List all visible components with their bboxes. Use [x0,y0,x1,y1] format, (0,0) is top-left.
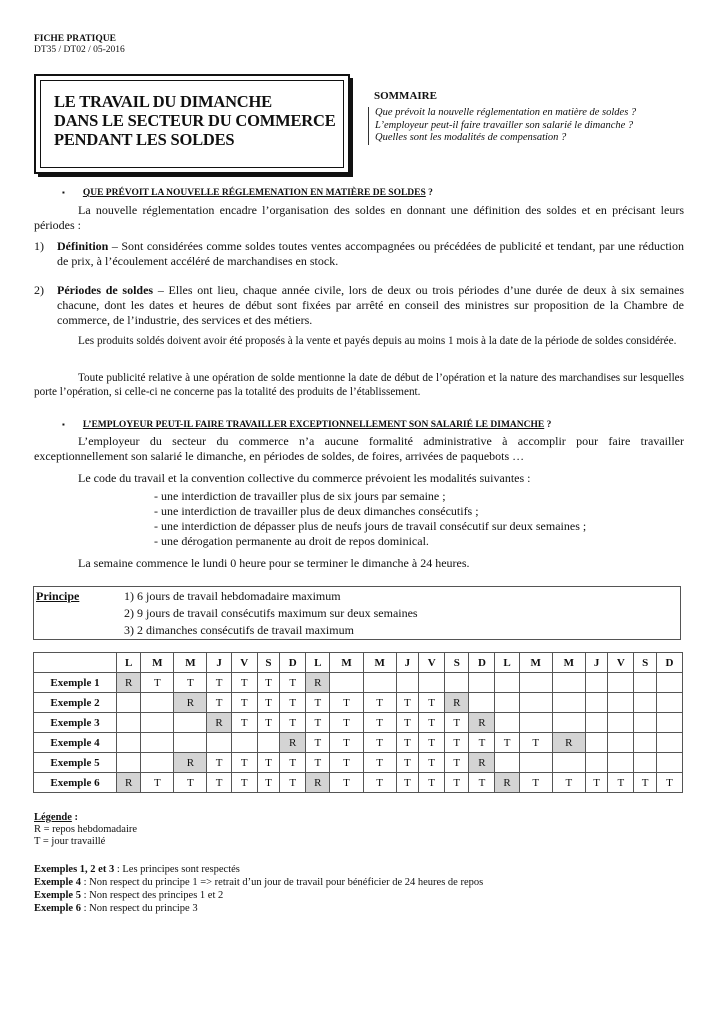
empty-cell [519,713,552,733]
table-row [34,693,683,713]
empty-cell [231,733,257,753]
empty-cell [495,753,519,773]
work-day-cell: T [174,773,207,793]
empty-cell [608,693,634,713]
empty-cell [552,673,585,693]
exemple-note: Exemple 5 : Non respect des principes 1 et 2 [34,890,224,901]
document-type: FICHE PRATIQUE [34,34,116,44]
title-line: DANS LE SECTEUR DU COMMERCE [54,111,336,130]
work-day-cell: T [396,773,418,793]
work-day-cell: T [656,773,682,793]
work-day-cell: T [207,693,231,713]
empty-cell [363,673,396,693]
work-day-cell: T [445,773,469,793]
table-row [34,753,683,773]
day-header-cell: S [445,653,469,673]
empty-cell [419,673,445,693]
empty-cell [634,733,656,753]
work-day-cell: T [419,753,445,773]
work-day-cell: T [519,733,552,753]
empty-cell [141,713,174,733]
title-box-shadow [38,173,353,177]
exemple-note: Exemples 1, 2 et 3 : Les principes sont respectés [34,864,240,875]
exemples-notes [34,863,483,915]
work-day-cell: T [469,733,495,753]
work-day-cell: T [257,713,279,733]
work-day-cell: T [634,773,656,793]
row-label: Exemple 3 [34,713,117,733]
section2-para2: Le code du travail et la convention collective du commerce prévoient les modalités suivantes : [78,471,531,485]
empty-cell [141,733,174,753]
empty-cell [585,753,607,773]
exemple-note: Exemple 4 : Non respect du principe 1 => retrait d’un jour de travail pour bénéficier de 24 heures de repos [34,877,484,888]
work-day-cell: T [306,713,330,733]
rest-day-cell: R [280,733,306,753]
legende: Légende : R = repos hebdomadaire T = jour travaillé [34,812,138,847]
empty-cell [469,673,495,693]
work-day-cell: T [141,673,174,693]
empty-cell [656,733,682,753]
work-day-cell: T [495,733,519,753]
sommaire-item: L’employeur peut-il faire travailler son salarié le dimanche ? [375,119,634,131]
empty-cell [174,733,207,753]
empty-cell [495,693,519,713]
section-heading-text: L’EMPLOYEUR PEUT-IL FAIRE TRAVAILLER EXCEPTIONNELLEMENT SON SALARIÉ LE DIMANCHE [82,420,545,430]
work-day-cell: T [257,773,279,793]
empty-cell [495,713,519,733]
day-header-cell: L [306,653,330,673]
table-row [34,773,683,793]
rest-day-cell: R [445,693,469,713]
principe-item: 3) 2 dimanches consécutifs de travail maximum [124,623,354,637]
empty-cell [117,693,141,713]
work-day-cell: T [469,773,495,793]
title-line: PENDANT LES SOLDES [54,130,235,149]
work-day-cell: T [306,693,330,713]
document-header [34,34,125,56]
day-header-cell: M [141,653,174,673]
work-day-cell: T [231,753,257,773]
periodes-text: – Elles ont lieu, chaque année civile, lors de deux ou trois périodes d’une durée de deux à six semaines chacune, dont les dates et heures de début sont fixées par arrêté en conseil des ministres sur proposition de la Chambre de commerce, de l’industrie, des services et des métiers. [57,283,684,327]
row-label: Exemple 2 [34,693,117,713]
work-day-cell: T [363,693,396,713]
empty-cell [634,673,656,693]
empty-cell [608,713,634,733]
empty-cell [117,753,141,773]
work-day-cell: T [419,733,445,753]
work-day-cell: T [363,713,396,733]
rest-day-cell: R [469,713,495,733]
section2-para3: La semaine commence le lundi 0 heure pour se terminer le dimanche à 24 heures. [78,556,470,570]
principe-item: 1) 6 jours de travail hebdomadaire maximum [124,589,341,603]
empty-cell [330,673,363,693]
work-day-cell: T [231,713,257,733]
work-day-cell: T [306,753,330,773]
table-corner-cell [34,653,117,673]
day-header-cell: J [396,653,418,673]
schedule-table [33,652,683,793]
empty-cell [396,673,418,693]
work-day-cell: T [280,693,306,713]
rest-day-cell: R [174,693,207,713]
empty-cell [656,753,682,773]
periodes-term: Périodes de soldes [57,283,154,297]
rest-day-cell: R [207,713,231,733]
empty-cell [585,713,607,733]
work-day-cell: T [330,773,363,793]
work-day-cell: T [330,693,363,713]
rest-day-cell: R [552,733,585,753]
definition-text: – Sont considérées comme soldes toutes ventes accompagnées ou précédées de publicité et tendant, par une réduction de prix, à l’écoulement accéléré de marchandises en stock. [57,239,684,268]
empty-cell [608,673,634,693]
section1-heading: ▪ QUE PRÉVOIT LA NOUVELLE RÉGLEMENATION EN MATIÈRE DE SOLDES ? [62,188,433,198]
work-day-cell: T [396,713,418,733]
empty-cell [634,713,656,733]
empty-cell [519,693,552,713]
work-day-cell: T [396,693,418,713]
day-header-cell: J [207,653,231,673]
table-row [34,673,683,693]
work-day-cell: T [280,713,306,733]
work-day-cell: T [363,733,396,753]
empty-cell [656,673,682,693]
sommaire-item: Quelles sont les modalités de compensation ? [375,132,567,143]
title-box [34,74,350,174]
empty-cell [174,713,207,733]
definition-term: Définition [57,239,109,253]
document-reference: DT35 / DT02 / 05-2016 [34,45,125,55]
work-day-cell: T [330,713,363,733]
empty-cell [552,693,585,713]
empty-cell [634,693,656,713]
work-day-cell: T [280,773,306,793]
legende-title: Légende [34,812,72,823]
work-day-cell: T [445,753,469,773]
section2-heading: ▪ L’EMPLOYEUR PEUT-IL FAIRE TRAVAILLER EXCEPTIONNELLEMENT SON SALARIÉ LE DIMANCHE ? [62,420,552,430]
work-day-cell: T [330,733,363,753]
work-day-cell: T [363,753,396,773]
principe-item: 2) 9 jours de travail consécutifs maximum sur deux semaines [124,606,418,620]
work-day-cell: T [445,733,469,753]
section1-para-a: Les produits soldés doivent avoir été proposés à la vente et payés depuis au moins 1 mois à la date de la période de soldes considérée. [78,335,677,347]
day-header-cell: L [117,653,141,673]
definition-item: 1) Définition – Sont considérées comme soldes toutes ventes accompagnées ou précédées de publicité et tendant, par une réduction de prix, à l’écoulement accéléré de marchandises en stock. [34,239,684,268]
work-day-cell: T [363,773,396,793]
empty-cell [552,713,585,733]
empty-cell [495,673,519,693]
work-day-cell: T [257,753,279,773]
row-label: Exemple 4 [34,733,117,753]
section2-para1: L’employeur du secteur du commerce n’a aucune formalité administrative à accomplir pour faire travailler exceptionnellement son salarié le dimanche, en périodes de soldes, de foires, arrivées de paquebots … [34,434,684,463]
empty-cell [141,753,174,773]
rest-day-cell: R [469,753,495,773]
empty-cell [608,733,634,753]
empty-cell [552,753,585,773]
work-day-cell: T [231,673,257,693]
title-box-shadow [349,78,353,176]
list-item: - une dérogation permanente au droit de repos dominical. [154,534,429,548]
principe-label: Principe [36,589,80,603]
work-day-cell: T [207,773,231,793]
work-day-cell: T [552,773,585,793]
empty-cell [608,753,634,773]
work-day-cell: T [257,693,279,713]
modalites-list [154,489,586,549]
empty-cell [469,693,495,713]
day-header-cell: S [257,653,279,673]
work-day-cell: T [419,773,445,793]
work-day-cell: T [330,753,363,773]
empty-cell [585,693,607,713]
empty-cell [634,753,656,773]
rest-day-cell: R [117,673,141,693]
rest-day-cell: R [306,673,330,693]
work-day-cell: T [419,693,445,713]
table-body [34,673,683,793]
legende-item: R = repos hebdomadaire [34,824,138,835]
work-day-cell: T [396,753,418,773]
rest-day-cell: R [306,773,330,793]
table-header-row [34,653,683,673]
row-label: Exemple 5 [34,753,117,773]
empty-cell [445,673,469,693]
work-day-cell: T [419,713,445,733]
day-header-cell: D [656,653,682,673]
empty-cell [585,673,607,693]
day-header-cell: J [585,653,607,673]
bullet-icon: ▪ [62,420,65,429]
work-day-cell: T [608,773,634,793]
empty-cell [519,673,552,693]
page-title [54,92,336,149]
day-header-cell: S [634,653,656,673]
rest-day-cell: R [495,773,519,793]
work-day-cell: T [141,773,174,793]
exemple-note: Exemple 6 : Non respect du principe 3 [34,903,198,914]
periodes-item: 2) Périodes de soldes – Elles ont lieu, chaque année civile, lors de deux ou trois périodes d’une durée de deux à six semaines chacune, dont les dates et heures de début sont fixées par arrêté en conseil des ministres sur proposition de la Chambre de commerce, de l’industrie, des services et des métiers. [34,283,684,327]
work-day-cell: T [445,713,469,733]
list-item: - une interdiction de dépasser plus de neufs jours de travail consécutif sur deux semaines ; [154,519,587,533]
table-row [34,713,683,733]
empty-cell [656,713,682,733]
section-heading-text: QUE PRÉVOIT LA NOUVELLE RÉGLEMENATION EN MATIÈRE DE SOLDES [82,188,426,198]
table-row [34,733,683,753]
title-line: LE TRAVAIL DU DIMANCHE [54,92,272,111]
day-header-cell: V [231,653,257,673]
day-header-cell: M [519,653,552,673]
work-day-cell: T [280,673,306,693]
empty-cell [519,753,552,773]
empty-cell [585,733,607,753]
empty-cell [207,733,231,753]
rest-day-cell: R [117,773,141,793]
empty-cell [257,733,279,753]
row-label: Exemple 6 [34,773,117,793]
day-header-cell: M [552,653,585,673]
work-day-cell: T [306,733,330,753]
day-header-cell: V [419,653,445,673]
empty-cell [141,693,174,713]
section1-para-b: Toute publicité relative à une opération de solde mentionne la date de début de l’opération et la nature des marchandises sur lesquelles porte l’opération, si celle-ci ne concerne pas la totalité des produits de l’établissement. [34,372,684,398]
work-day-cell: T [231,693,257,713]
sommaire-item: Que prévoit la nouvelle réglementation en matière de soldes ? [375,107,637,118]
day-header-cell: M [330,653,363,673]
empty-cell [117,733,141,753]
sommaire-title: SOMMAIRE [374,90,437,102]
row-label: Exemple 1 [34,673,117,693]
section1-intro: La nouvelle réglementation encadre l’organisation des soldes en donnant une définition des soldes et en précisant leurs périodes : [34,203,684,232]
work-day-cell: T [519,773,552,793]
day-header-cell: D [469,653,495,673]
work-day-cell: T [280,753,306,773]
day-header-cell: M [363,653,396,673]
legende-item: T = jour travaillé [34,836,106,847]
principe-box [33,586,681,640]
empty-cell [656,693,682,713]
day-header-cell: L [495,653,519,673]
day-header-cell: V [608,653,634,673]
work-day-cell: T [396,733,418,753]
empty-cell [117,713,141,733]
work-day-cell: T [174,673,207,693]
rest-day-cell: R [174,753,207,773]
work-day-cell: T [257,673,279,693]
work-day-cell: T [207,673,231,693]
list-item: - une interdiction de travailler plus de deux dimanches consécutifs ; [154,504,479,518]
list-item: - une interdiction de travailler plus de six jours par semaine ; [154,489,446,503]
bullet-icon: ▪ [62,188,65,197]
day-header-cell: D [280,653,306,673]
day-header-cell: M [174,653,207,673]
work-day-cell: T [585,773,607,793]
work-day-cell: T [207,753,231,773]
sommaire-list [368,107,636,145]
work-day-cell: T [231,773,257,793]
